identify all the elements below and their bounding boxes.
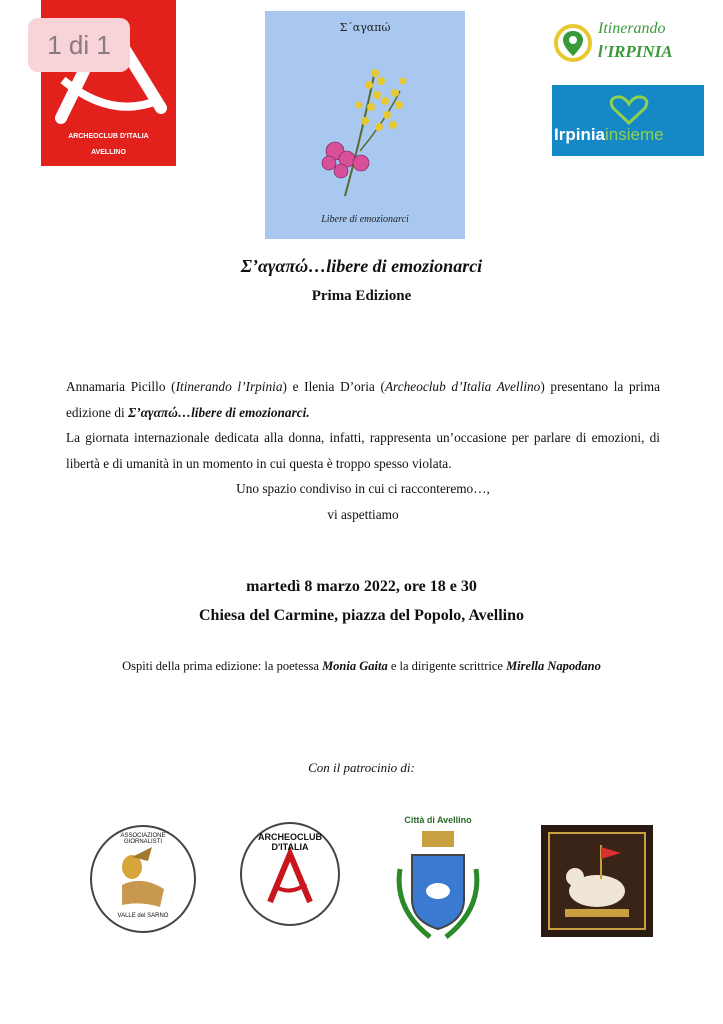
itinerando-line2: l'IRPINIA [598, 42, 673, 61]
text-run: e la dirigente scrittrice [387, 659, 507, 673]
event-name-inline: Σ’αγαπώ…libere di emozionarci. [128, 404, 310, 420]
archeoclub-logo-line2: AVELLINO [91, 149, 126, 156]
lamb-of-god-emblem [541, 825, 653, 937]
archeoclub-italia-logo [240, 822, 340, 926]
event-date: martedì 8 marzo 2022, ore 18 e 30 [246, 578, 477, 595]
citta-di-avellino-crest [390, 815, 486, 945]
location-pin-icon [552, 22, 594, 64]
irpinia-insieme-text [554, 125, 664, 145]
lamb-icon [541, 825, 653, 937]
irpinia-insieme-logo [552, 85, 704, 156]
giornalisti-bottom-text: VALLE del SARNO [117, 913, 169, 919]
event-edition: Prima Edizione [311, 288, 412, 304]
text-run: ) e Ilenia D’oria ( [282, 379, 385, 394]
page-counter [28, 18, 130, 72]
poster-subtitle: Libere di emozionarci [321, 214, 409, 225]
event-description [66, 374, 660, 527]
giornalisti-top-text: ASSOCIAZIONE GIORNALISTI [120, 833, 166, 845]
itinerando-irpinia-logo [548, 18, 698, 70]
insieme-word: insieme [605, 125, 664, 144]
archeoclub-logo-line1: ARCHEOCLUB D'ITALIA [68, 133, 149, 140]
text-run: Ospiti della prima edizione: la poetessa [122, 659, 323, 673]
description-paragraph-1 [66, 374, 660, 425]
event-poster [265, 11, 465, 239]
itinerando-line1: Itinerando [598, 20, 666, 37]
irpinia-word: Irpinia [554, 125, 606, 144]
poster-title: Σ΄αγαπώ [339, 21, 391, 34]
flower-illustration-icon [315, 51, 415, 201]
description-line-4: vi aspettiamo [327, 506, 399, 522]
page-counter-label: 1 di 1 [47, 29, 111, 60]
city-crest-icon [390, 829, 486, 945]
heart-hands-icon [608, 95, 650, 125]
event-location: Chiesa del Carmine, piazza del Popolo, Avellino [198, 607, 525, 624]
guest-name: Monia Gaita [322, 659, 388, 673]
description-line-3: Uno spazio condiviso in cui ci racconteremo…, [236, 481, 490, 496]
guest-name: Mirella Napodano [506, 659, 601, 673]
organization-name: Archeoclub d’Italia Avellino [384, 379, 541, 394]
event-title: Σ’αγαπώ…libere di emozionarci [240, 256, 483, 276]
text-run: ) presentano la prima edizione di [66, 379, 660, 420]
patronage-label: Con il patrocinio di: [308, 760, 415, 775]
event-guests [0, 659, 723, 674]
citta-text: Città di Avellino [404, 815, 472, 825]
text-run: Annamaria Picillo ( [66, 379, 176, 394]
description-paragraph-2: La giornata internazionale dedicata alla donna, infatti, rappresenta un’occasione per parlare di emozioni, di libertà e di umanità in un momento in cui questa è troppo spesso violata. [66, 430, 660, 471]
giornalisti-valle-sarno-logo [90, 825, 196, 933]
archeoclub-ring-text: ARCHEOCLUB D'ITALIA [258, 832, 322, 852]
organization-name: Itinerando l’Irpinia [175, 379, 283, 394]
